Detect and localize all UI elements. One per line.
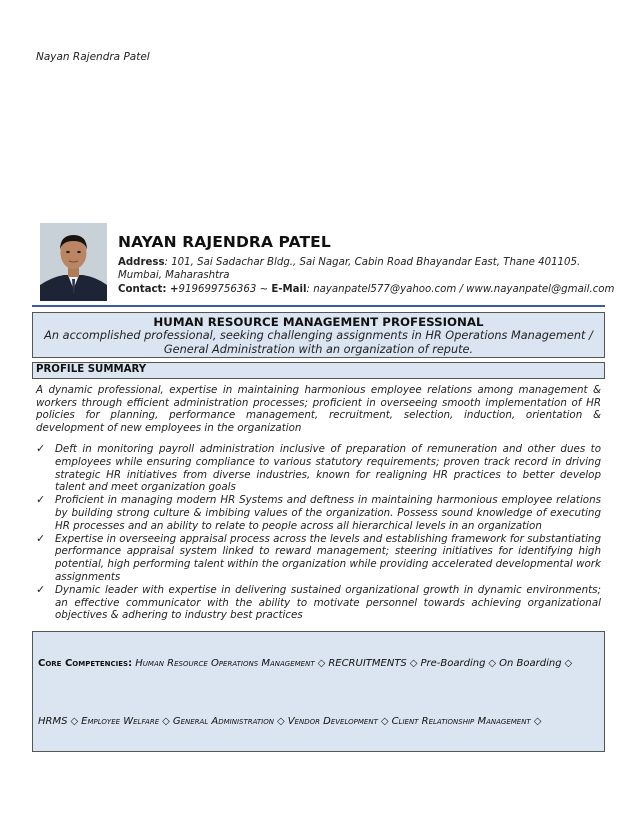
address-label: Address	[118, 257, 165, 268]
diamond-icon: ◇	[317, 658, 326, 669]
list-item: ✓ Dynamic leader with expertise in delivering sustained organizational growth in dynamic environments; an effective communicator with the ability to motivate personnel towards achieving organizational objectives & adhering to industry best practices	[36, 582, 601, 622]
email-label: E-Mail	[271, 284, 307, 295]
section-title: PROFILE SUMMARY	[36, 364, 147, 375]
checkmark-icon: ✓	[36, 531, 46, 545]
competency-item: Human Resource Operations Management	[135, 658, 315, 669]
phone-number: 919699756363	[178, 284, 257, 295]
headline-banner	[32, 312, 605, 358]
email-value: : nayanpatel577@yahoo.com	[306, 284, 457, 295]
address-value: : 101, Sai Sadachar Bldg., Sai Nagar, Cabin Road Bhayandar East, Thane 401105. Mumbai, Maharashtra	[118, 257, 581, 281]
diamond-icon: ◇	[533, 716, 542, 727]
checkmark-icon: ✓	[36, 493, 46, 507]
competencies-label: Core Competencies:	[38, 658, 133, 669]
diamond-icon: ◇	[380, 716, 389, 727]
summary-intro: A dynamic professional, expertise in maintaining harmonious employee relations among management & workers through efficient administration processes; proficient in overseeing smooth implementation of HR policies for planning, performance management, recruitment, selection, induction, orientation & development of new employees in the organization	[36, 384, 601, 434]
core-competencies-box	[32, 631, 605, 752]
competency-item: Client Relationship Management	[391, 716, 531, 727]
header-divider	[32, 305, 605, 307]
diamond-icon: ◇	[488, 658, 497, 669]
competency-item: Employee Welfare	[81, 716, 160, 727]
banner-title: HUMAN RESOURCE MANAGEMENT PROFESSIONAL	[153, 315, 484, 329]
banner-subtitle: An accomplished professional, seeking challenging assignments in HR Operations Management / General Administration with an organization of repute.	[44, 329, 593, 356]
profile-photo	[40, 223, 107, 301]
candidate-name: NAYAN RAJENDRA PATEL	[118, 233, 331, 251]
list-item: ✓ Expertise in overseeing appraisal process across the levels and establishing framework for substantiating performance appraisal system linked to reward management; steering initiatives for identifying high potential, high performing talent within the organization while providing accelerated developmental work assignments	[36, 531, 601, 583]
checkmark-icon: ✓	[36, 442, 46, 455]
competency-item: Pre-Boarding	[420, 658, 486, 669]
diamond-icon: ◇	[277, 716, 285, 727]
contact-separator: ~	[256, 284, 272, 295]
diamond-icon: ◇	[409, 658, 418, 669]
diamond-icon: ◇	[70, 716, 79, 727]
address-line	[118, 256, 601, 282]
checkmark-icon: ✓	[36, 582, 46, 596]
website: / www.nayanpatel@gmail.com	[456, 284, 615, 295]
diamond-icon: ◇	[162, 716, 170, 727]
competency-item: On Boarding	[499, 658, 562, 669]
competency-item: RECRUITMENTS	[328, 658, 407, 669]
competency-item: General Administration	[172, 716, 274, 727]
competencies-line-2	[38, 716, 544, 727]
section-header-profile-summary	[32, 362, 605, 379]
diamond-icon: ◇	[564, 658, 573, 669]
competency-item: HRMS	[38, 716, 68, 727]
contact-line	[118, 284, 615, 295]
contact-label: Contact: +	[118, 284, 179, 295]
competency-item: Vendor Development	[287, 716, 378, 727]
list-item: ✓ Proficient in managing modern HR Systems and deftness in maintaining harmonious employee relations by building strong culture & imbibing values of the organization. Possess sound knowledge of executing HR processes and an ability to relate to people across all hierarchical levels in an organization	[36, 493, 601, 532]
competencies-line-1	[38, 658, 575, 669]
list-item: ✓ Deft in monitoring payroll administration inclusive of preparation of remuneration and other dues to employees while ensuring compliance to various statutory requirements; proven track record in driving strategic HR initiatives from diverse industries, known for realigning HR practices to better develop talent and meet organization goals	[36, 442, 601, 494]
summary-bullets	[36, 443, 601, 622]
header-name: Nayan Rajendra Patel	[36, 51, 150, 63]
